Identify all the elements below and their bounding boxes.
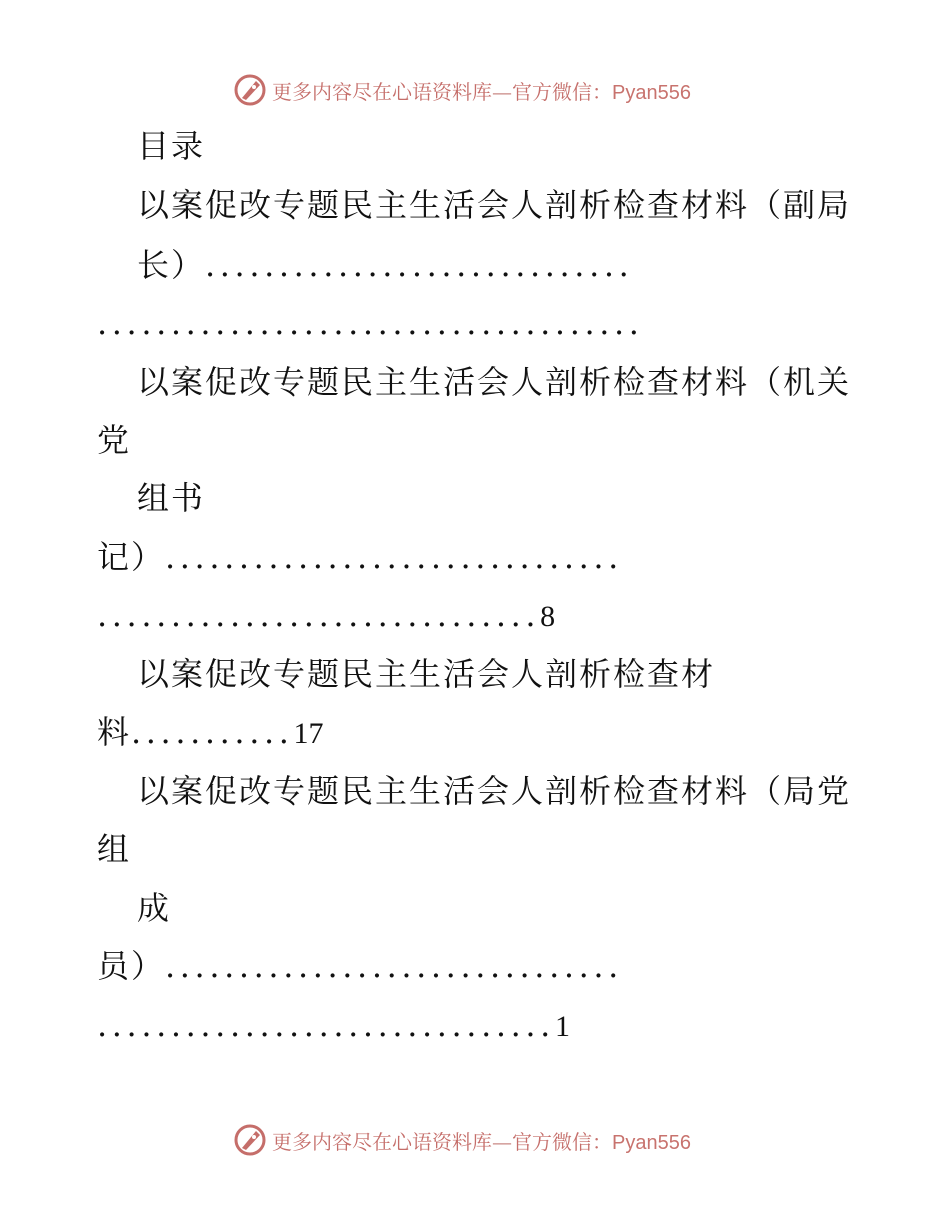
toc-entry-3-text: 料 [97, 713, 132, 751]
toc-entry-3-line1[interactable]: 以案促改专题民主生活会人剖析检查材 [137, 655, 716, 693]
watermark-separator: — [492, 80, 512, 104]
watermark-wechat-label: 官方微信： [512, 80, 612, 104]
watermark-wechat-id-footer: Pyan556 [612, 1132, 691, 1154]
toc-entry-4-line3: 成 [137, 889, 172, 927]
toc-title: 目录 [137, 127, 206, 165]
header-watermark [0, 70, 950, 110]
toc-entry-2-line5 [97, 595, 950, 637]
toc-entry-4-page: 1 [554, 1010, 570, 1043]
toc-entry-4-text: 员） [97, 947, 166, 985]
watermark-wechat-id: Pyan556 [612, 82, 691, 104]
pen-nib-logo-icon [232, 1122, 268, 1158]
toc-entry-1-text: 长） [137, 246, 206, 284]
toc-entry-3-page: 17 [293, 717, 324, 750]
toc-entry-1-line2[interactable] [137, 245, 950, 285]
toc-entry-3-leader: ........... [131, 713, 294, 751]
watermark-text-footer [272, 1126, 691, 1155]
toc-entry-2-leader: ............................... [165, 538, 623, 576]
toc-entry-4-leader: ............................... [165, 947, 623, 985]
watermark-main-footer: 更多内容尽在心语资料库 [272, 1130, 492, 1154]
toc-entry-2-leader-cont: .............................. [97, 596, 541, 634]
toc-entry-1-line1[interactable]: 以案促改专题民主生活会人剖析检查材料（副局 [137, 186, 852, 224]
toc-entry-2-page: 8 [540, 600, 556, 633]
watermark-main: 更多内容尽在心语资料库 [272, 80, 492, 104]
toc-entry-4-leader-cont: ............................... [97, 1006, 555, 1044]
toc-entry-1-leader-cont: ..................................... [97, 304, 644, 342]
toc-entry-2-line2: 党 [97, 421, 132, 459]
toc-entry-4-line1[interactable]: 以案促改专题民主生活会人剖析检查材料（局党 [137, 772, 852, 810]
watermark-wechat-label-footer: 官方微信： [512, 1130, 612, 1154]
toc-entry-2-line4[interactable] [97, 537, 950, 577]
toc-entry-1-leader: ............................. [205, 246, 634, 284]
footer-watermark [0, 1120, 950, 1160]
toc-entry-4-line2: 组 [97, 830, 132, 868]
toc-entry-2-text: 记） [97, 538, 166, 576]
toc-entry-4-line5 [97, 1005, 950, 1047]
toc-entry-4-line4[interactable] [97, 946, 950, 986]
toc-entry-3-line2[interactable] [97, 712, 950, 754]
toc-entry-2-line1[interactable]: 以案促改专题民主生活会人剖析检查材料（机关 [137, 363, 852, 401]
toc-entry-2-line3: 组书 [137, 479, 206, 517]
watermark-separator-footer: — [492, 1130, 512, 1154]
watermark-text [272, 76, 691, 105]
pen-nib-logo-icon [232, 72, 268, 108]
